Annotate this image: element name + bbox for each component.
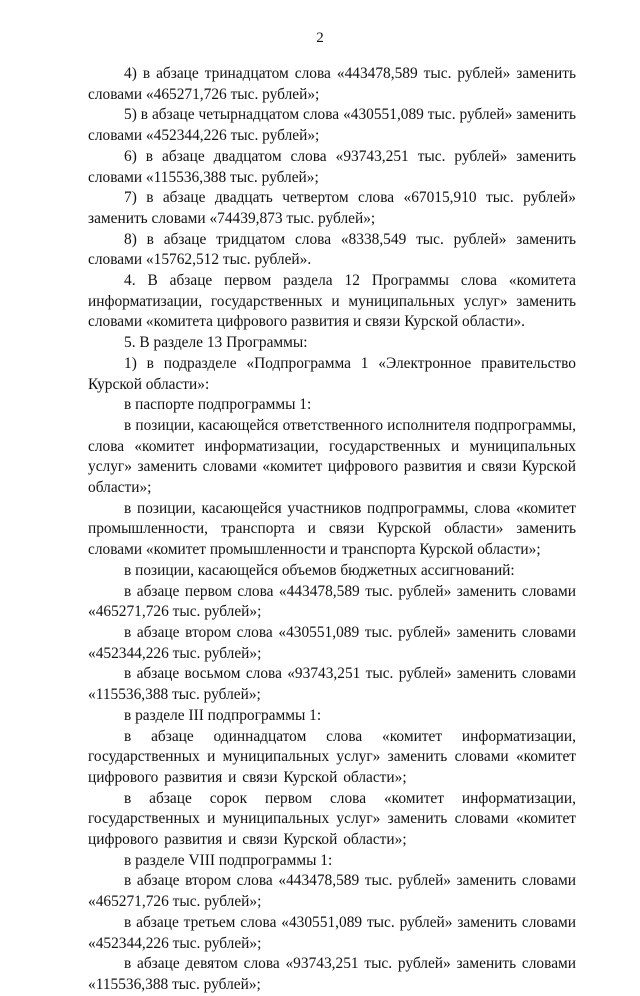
paragraph-responsible-executor: в позиции, касающейся ответственного исполнителя подпрограммы, слова «комитет информатизации, государственных и муниципальных услуг» заменить словами «комитет цифрового развития и связи Курской области»; [88,416,576,497]
paragraph-passport: в паспорте подпрограммы 1: [124,396,312,414]
paragraph-subsection-1: 1) в подразделе «Подпрограмма 1 «Электронное правительство Курской области»: [88,354,576,393]
paragraph-iii-eleventh: в абзаце одиннадцатом слова «комитет информатизации, государственных и муниципальных услуг» заменить словами «комитет цифрового развития и связи Курской области»; [88,727,576,786]
paragraph-viii-third: в абзаце третьем слова «430551,089 тыс. рублей» заменить словами «452344,226 тыс. рублей»; [88,913,576,952]
paragraph-viii-ninth: в абзаце девятом слова «93743,251 тыс. рублей» заменить словами «115536,388 тыс. рублей»; [88,955,576,993]
paragraph-section-iii: в разделе III подпрограммы 1: [124,706,322,724]
paragraph-budget-eighth: в абзаце восьмом слова «93743,251 тыс. рублей» заменить словами «115536,388 тыс. рублей»; [88,665,576,704]
paragraph-amend-4: 4) в абзаце тринадцатом слова «443478,589 тыс. рублей» заменить словами «465271,726 тыс. рублей»; [88,65,576,103]
paragraph-section-5: 5. В разделе 13 Программы: [124,334,308,352]
paragraph-amend-5: 5) в абзаце четырнадцатом слова «430551,089 тыс. рублей» заменить словами «452344,226 тыс. рублей»; [88,106,576,145]
paragraph-budget-first: в абзаце первом слова «443478,589 тыс. рублей» заменить словами «465271,726 тыс. рублей»; [88,582,576,621]
paragraph-budget-allocations: в позиции, касающейся объемов бюджетных ассигнований: [124,561,515,579]
paragraph-iii-forty-first: в абзаце сорок первом слова «комитет информатизации, государственных и муниципальных услуг» заменить словами «комитет цифрового развития и связи Курской области»; [88,789,576,849]
paragraph-participants: в позиции, касающейся участников подпрограммы, слова «комитет промышленности, транспорта и связи Курской области» заменить словами «комитет промышленности и транспорта Курской области»; [88,499,576,559]
paragraph-amend-8: 8) в абзаце тридцатом слова «8338,549 тыс. рублей» заменить словами «15762,512 тыс. рублей». [88,230,576,269]
paragraph-viii-second: в абзаце втором слова «443478,589 тыс. рублей» заменить словами «465271,726 тыс. рублей»; [88,872,576,911]
paragraph-budget-second: в абзаце втором слова «430551,089 тыс. рублей» заменить словами «452344,226 тыс. рублей»; [88,623,576,662]
paragraph-section-viii: в разделе VIII подпрограммы 1: [124,851,333,869]
paragraph-amend-7: 7) в абзаце двадцать четвертом слова «67015,910 тыс. рублей» заменить словами «74439,873 тыс. рублей»; [88,189,576,227]
paragraph-amend-6: 6) в абзаце двадцатом слова «93743,251 тыс. рублей» заменить словами «115536,388 тыс. рублей»; [88,147,576,186]
page-number: 2 [316,30,324,46]
paragraph-section-4: 4. В абзаце первом раздела 12 Программы слова «комитета информатизации, государственных и муниципальных услуг» заменить словами «комитета цифрового развития и связи Курской области». [88,272,576,331]
document-body [88,64,576,996]
